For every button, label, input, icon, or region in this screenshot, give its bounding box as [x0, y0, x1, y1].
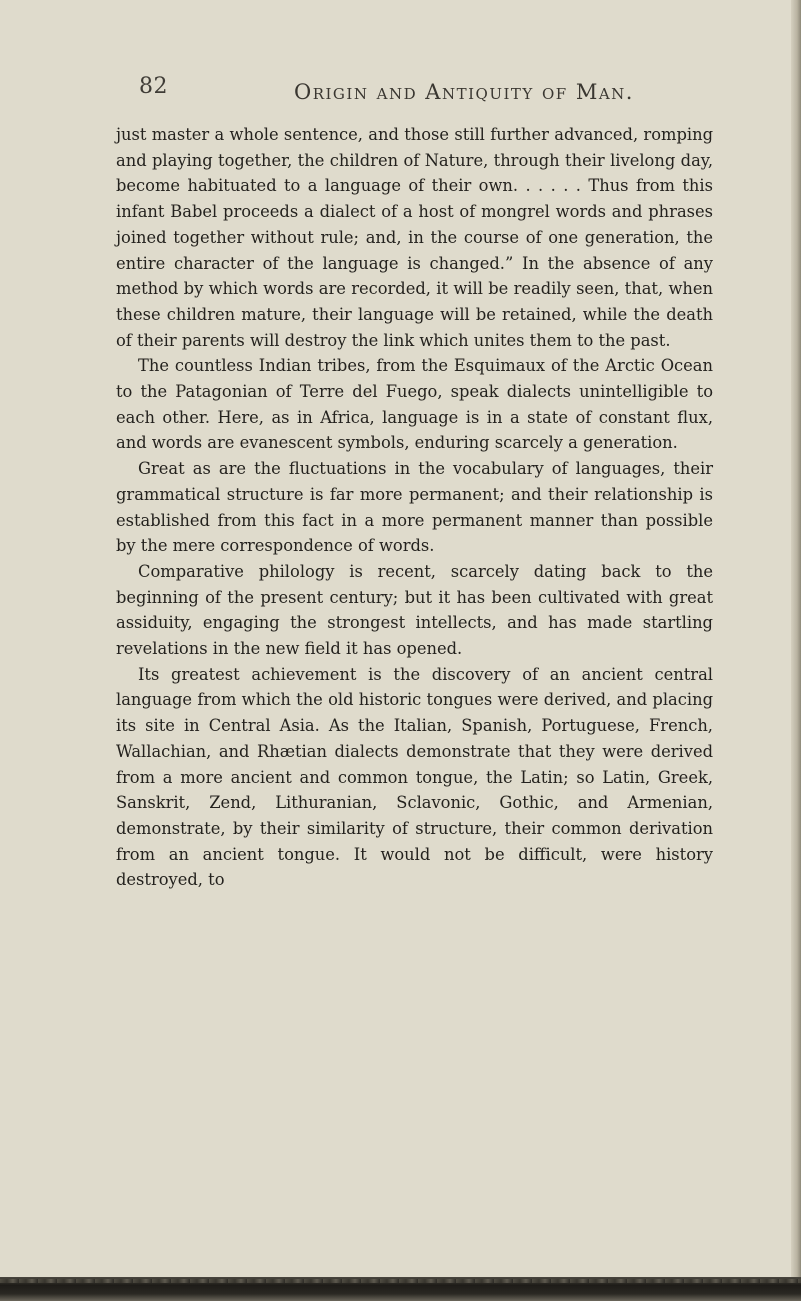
paragraph-indian-tribes: The countless Indian tribes, from the Esquimaux of the Arctic Ocean to the Patagonian of Terre del Fuego, speak dialects unintelligible to each other. Here, as in Africa, language is in a state of constant flux, and words are evanescent symbols, enduring scarcely a generation. [116, 356, 713, 453]
paragraph-grammatical-structure: Great as are the fluctuations in the vocabulary of languages, their grammatical structure is far more permanent; and their relationship is established from this fact in a more permanent manner than possible by the mere correspondence of words. [116, 459, 713, 556]
body-text [116, 122, 713, 893]
scan-bottom-border [0, 1277, 801, 1301]
paragraph-comparative-philology: Comparative philology is recent, scarcely dating back to the beginning of the present century; but it has been cultivated with great assiduity, engaging the strongest intellects, and has made startling revelations in the new field it has opened. [116, 561, 713, 659]
page-edge-shadow [791, 0, 801, 1301]
page-number: 82 [139, 74, 168, 99]
paragraph-central-language: Its greatest achievement is the discovery of an ancient central language from which the old historic tongues were derived, and placing its site in Central Asia. As the Italian, Spanish, Portuguese, French, Wallachian, and Rhætian dialects demonstrate that they were derived from a more ancient and common tongue, the Latin; so Latin, Greek, Sanskrit, Zend, Lithuranian, Sclavonic, Gothic, and Armenian, demonstrate, by their similarity of structure, their common derivation from an ancient tongue. It would not be difficult, were history destroyed, to [116, 664, 713, 890]
paragraph-continued: just master a whole sentence, and those still further advanced, romping and playing together, the children of Nature, through their livelong day, become habituated to a language of their own. . . . . . Thus from this infant Babel proceeds a dialect of a host of mongrel words and phrases joined together without rule; and, in the course of one generation, the entire character of the language is changed.” In the absence of any method by which words are recorded, it will be readily seen, that, when these children mature, their language will be retained, while the death of their parents will destroy the link which unites them to the past. [116, 125, 713, 350]
running-head: Origin and Antiquity of Man. [294, 80, 634, 104]
